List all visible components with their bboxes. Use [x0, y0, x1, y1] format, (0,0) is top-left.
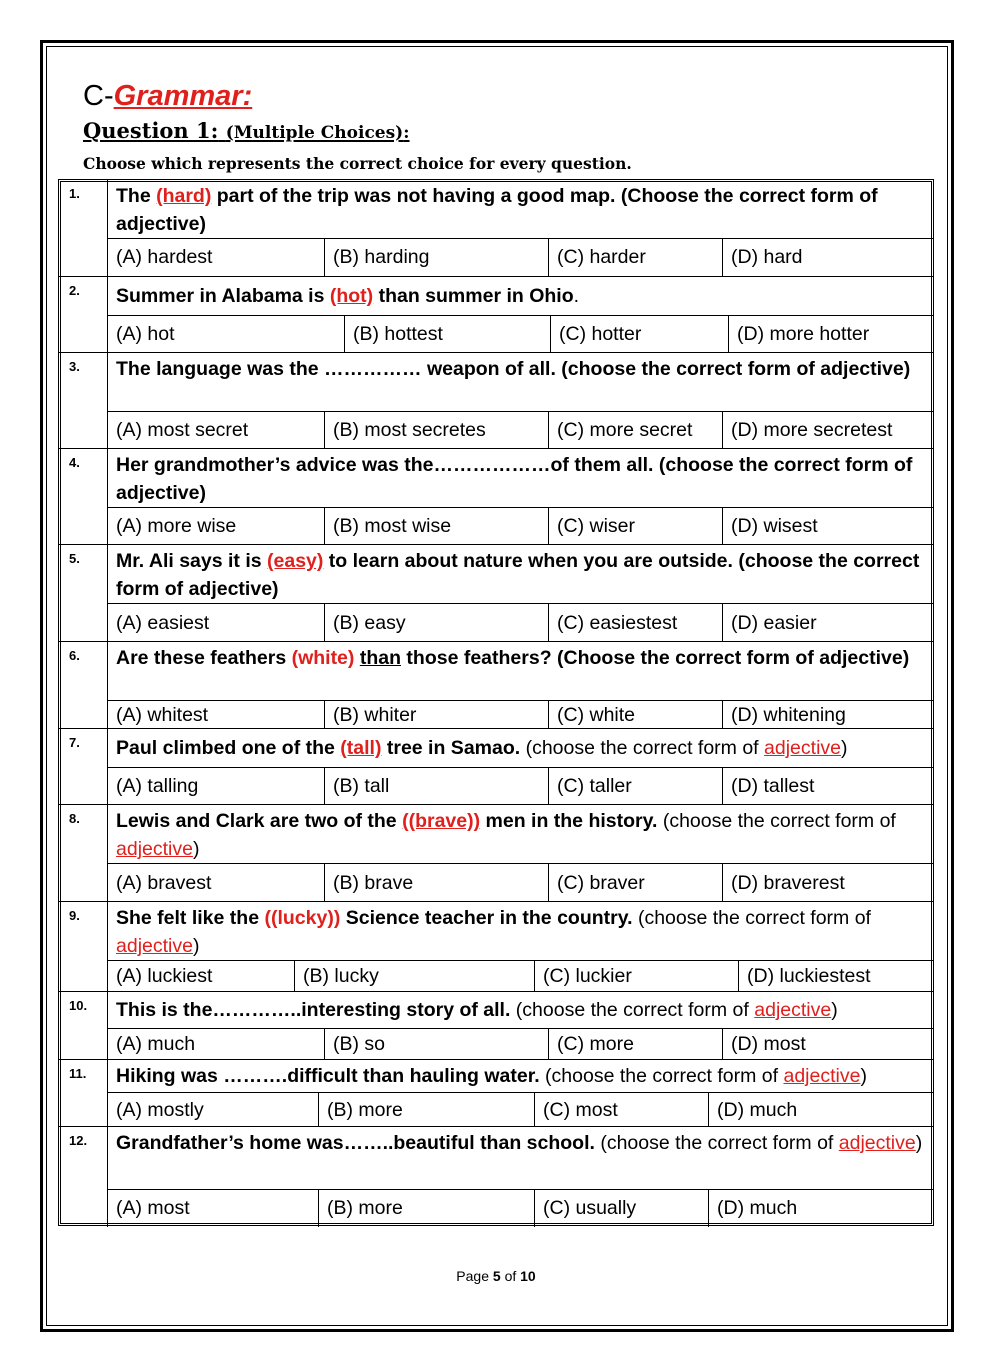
question-text-part: (hard) [156, 185, 212, 207]
options-row [108, 315, 933, 353]
options-row [108, 1028, 933, 1060]
question-text-part: adjective [783, 1065, 861, 1087]
answer-option[interactable]: (B) brave [324, 864, 548, 902]
question-text-part: than summer in Ohio [373, 285, 574, 307]
answer-option[interactable]: (C) usually [534, 1190, 708, 1227]
question-heading [83, 118, 410, 143]
question-number-label: 4. [69, 455, 80, 470]
question-text [116, 904, 926, 960]
question-text-part: ) [192, 935, 200, 957]
question-text-part: adjective [754, 999, 832, 1021]
question-text-part: ) [841, 737, 848, 759]
answer-option[interactable]: (A) more wise [116, 515, 237, 537]
instruction: Choose which represents the correct choice for every question. [83, 154, 632, 173]
question-text-part: ((brave)) [402, 810, 481, 832]
question-text-part: to learn about nature when you are outside. (choose the correct form of adjective) [116, 550, 920, 600]
question-text-part: ) [915, 1132, 923, 1154]
question-text-part: This is the…………..interesting story of all. [116, 999, 511, 1021]
question-row [59, 352, 933, 448]
question-row [59, 641, 933, 728]
answer-option[interactable]: (A) talling [116, 775, 199, 797]
question-number-label: 5. [69, 551, 80, 566]
question-number-label: 7. [69, 735, 80, 750]
page-of-label: of [504, 1268, 517, 1284]
question-subtitle: (Multiple Choices) [225, 123, 404, 143]
question-number-label: 6. [69, 648, 80, 663]
answer-option[interactable]: (C) braver [548, 864, 722, 902]
answer-option[interactable]: (B) tall [324, 768, 548, 805]
answer-option[interactable]: (D) braverest [722, 864, 933, 902]
answer-option[interactable]: (A) mostly [116, 1098, 204, 1121]
answer-option[interactable]: (B) hottest [344, 316, 550, 353]
question-text-part: . [573, 285, 580, 307]
question-text-part: Summer in Alabama is [116, 285, 330, 307]
answer-option[interactable]: (D) more secretest [722, 412, 933, 449]
options-row [108, 700, 933, 729]
question-number-label: 3. [69, 359, 80, 374]
options-row [108, 1189, 933, 1227]
question-row [59, 901, 933, 991]
question-row [59, 276, 933, 352]
question-text-part: (white) [291, 647, 355, 669]
question-text [116, 807, 926, 863]
question-text-part: ) [860, 1065, 867, 1087]
answer-option[interactable]: (A) bravest [116, 871, 212, 894]
question-number-label: 2. [69, 283, 80, 298]
answer-option[interactable]: (A) hot [116, 323, 175, 345]
question-text-part: Lewis and Clark are two of the [116, 810, 403, 832]
question-row [59, 448, 933, 544]
answer-option[interactable]: (C) harder [548, 239, 722, 276]
answer-option[interactable]: (A) most [116, 1197, 190, 1219]
section-title [83, 78, 252, 114]
answer-option[interactable]: (D) tallest [722, 768, 933, 805]
question-number-label: 1. [69, 186, 80, 201]
question-text-part: The [116, 185, 157, 207]
question-number-label: 8. [69, 811, 80, 826]
question-text-part: (choose the correct form of [539, 1065, 784, 1087]
options-row [108, 863, 933, 902]
answer-option[interactable]: (B) most secretes [324, 412, 548, 449]
answer-option[interactable]: (B) more [318, 1093, 534, 1127]
question-text-part: ((lucky)) [264, 907, 341, 929]
answer-option[interactable]: (C) taller [548, 768, 722, 805]
answer-option[interactable]: (B) harding [324, 239, 548, 276]
question-text-part: Mr. Ali says it is [116, 550, 268, 572]
options-row [108, 603, 933, 642]
question-text-part: Grandfather’s home was……..beautiful than school. [116, 1132, 595, 1154]
answer-option[interactable]: (D) wisest [722, 508, 933, 545]
question-text-part: adjective [764, 737, 841, 759]
answer-option[interactable]: (B) lucky [294, 961, 534, 992]
question-number: Question 1: [83, 118, 219, 143]
question-text [116, 547, 926, 603]
question-text-part: (choose the correct form of [657, 810, 896, 832]
question-text [116, 996, 926, 1024]
answer-option[interactable]: (D) most [722, 1029, 933, 1060]
answer-option[interactable]: (A) luckiest [116, 965, 213, 987]
question-text-part: (choose the correct form of [632, 907, 871, 929]
page-total: 10 [520, 1268, 536, 1284]
question-text [116, 1129, 926, 1157]
question-row [59, 804, 933, 901]
question-text-part: (choose the correct form of [520, 737, 765, 759]
options-row [108, 411, 933, 449]
options-row [108, 960, 933, 992]
question-text-part: The language was the …………… weapon of all. (choose the correct form of adjective) [116, 358, 911, 380]
question-text [116, 355, 926, 383]
question-text-part: Are these feathers [116, 647, 292, 669]
page-current: 5 [492, 1268, 501, 1284]
question-text [116, 734, 926, 762]
page-label: Page [456, 1268, 489, 1284]
options-row [108, 507, 933, 545]
question-text-part: adjective [116, 838, 193, 860]
question-text-part: (choose the correct form of [510, 999, 755, 1021]
question-number-label: 12. [69, 1133, 88, 1148]
answer-option[interactable]: (C) wiser [548, 508, 722, 545]
question-text [116, 644, 926, 672]
question-row [59, 728, 933, 804]
question-text-part: part of the trip was not having a good map. (Choose the correct form of adjective) [116, 185, 878, 235]
answer-option[interactable]: (D) much [708, 1093, 933, 1127]
question-text-part: tree in Samao. [381, 737, 521, 759]
section-heading: Grammar: [113, 80, 253, 112]
answer-option[interactable]: (B) most wise [324, 508, 548, 545]
answer-option[interactable]: (A) easiest [116, 611, 210, 634]
question-number-label: 9. [69, 908, 80, 923]
question-row [59, 1059, 933, 1126]
answer-option[interactable]: (B) more [318, 1190, 534, 1227]
question-row [59, 1126, 933, 1226]
question-row [59, 991, 933, 1059]
answer-option[interactable]: (A) hardest [116, 246, 213, 268]
question-row [59, 544, 933, 641]
answer-option[interactable]: (D) more hotter [728, 316, 933, 353]
question-text-part: ) [831, 999, 838, 1021]
question-row [59, 180, 933, 276]
answer-option[interactable]: (D) much [708, 1190, 933, 1227]
question-text-part: Hiking was ……….difficult than hauling water. [116, 1065, 540, 1087]
question-text-part: Science teacher in the country. [340, 907, 633, 929]
question-text-part: than [359, 647, 401, 669]
answer-option[interactable]: (A) most secret [116, 419, 249, 441]
question-text-part: (tall) [340, 737, 382, 759]
answer-option[interactable]: (C) white [548, 701, 722, 729]
options-row [108, 1092, 933, 1127]
question-colon: : [403, 123, 410, 143]
answer-option[interactable]: (A) much [116, 1033, 196, 1055]
options-row [108, 238, 933, 276]
answer-option[interactable]: (C) luckier [534, 961, 738, 992]
question-text-part: ) [192, 838, 200, 860]
section-prefix: C- [83, 80, 114, 112]
questions-table [58, 179, 934, 1226]
question-text-part: Her grandmother’s advice was the………………of them all. (choose the correct form of adjective) [116, 454, 913, 504]
question-text [116, 182, 926, 238]
answer-option[interactable]: (B) so [324, 1029, 548, 1060]
question-text-part: men in the history. [480, 810, 658, 832]
options-row [108, 767, 933, 805]
question-text-part: (hot) [329, 285, 374, 307]
answer-option[interactable]: (C) more [548, 1029, 722, 1060]
question-number-label: 10. [69, 998, 88, 1013]
answer-option[interactable]: (B) whiter [324, 701, 548, 729]
question-text-part: those feathers? (Choose the correct form of adjective) [401, 647, 910, 669]
question-text-part: Paul climbed one of the [116, 737, 341, 759]
question-text-part: adjective [838, 1132, 916, 1154]
answer-option[interactable]: (C) easiestest [548, 604, 722, 642]
answer-option[interactable]: (C) most [534, 1093, 708, 1127]
question-text [116, 451, 926, 507]
answer-option[interactable]: (B) easy [324, 604, 548, 642]
question-number-label: 11. [69, 1066, 87, 1081]
question-text-part: (choose the correct form of [594, 1132, 839, 1154]
question-text-part: (easy) [267, 550, 324, 572]
answer-option[interactable]: (C) hotter [550, 316, 728, 353]
answer-option[interactable]: (C) more secret [548, 412, 722, 449]
question-text [116, 282, 926, 310]
question-text-part: adjective [116, 935, 193, 957]
page-footer [0, 1268, 992, 1284]
answer-option[interactable]: (A) whitest [116, 703, 209, 726]
answer-option[interactable]: (D) easier [722, 604, 933, 642]
answer-option[interactable]: (D) whitening [722, 701, 933, 729]
question-text [116, 1062, 926, 1090]
answer-option[interactable]: (D) luckiestest [738, 961, 933, 992]
question-text-part: She felt like the [116, 907, 265, 929]
answer-option[interactable]: (D) hard [722, 239, 933, 276]
